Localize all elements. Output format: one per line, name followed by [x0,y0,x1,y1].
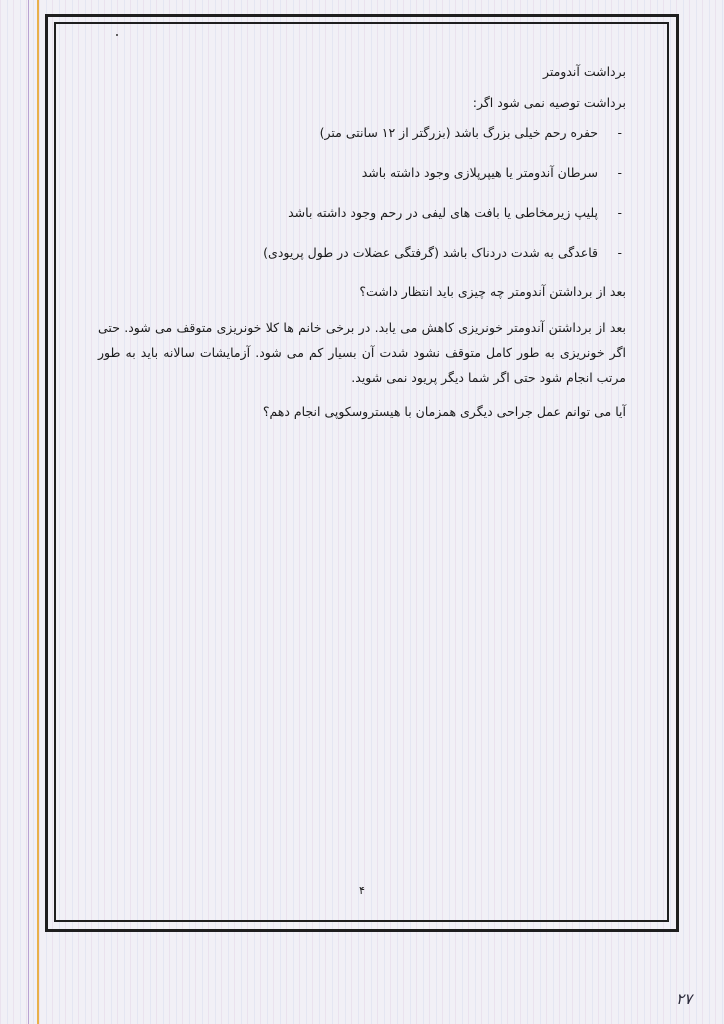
bullet-dash: - [617,165,622,180]
answer-paragraph: بعد از برداشتن آندومتر خونریزی کاهش می یابد. در برخی خانم ها کلا خونریزی متوقف می شود. حتی اگر خونریزی به طور کامل متوقف نشود شدت آن بسیار کم می شود. آزمایشات سالانه باید به طور مرتب انجام شود حتی اگر شما دیگر پریود نمی شوید. [98,320,626,385]
list-item [98,124,626,142]
list-item [98,204,626,222]
list-item-text: پلیپ زیرمخاطی یا بافت های لیفی در رحم وجود داشته باشد [288,205,598,220]
contraindication-list [98,124,626,262]
section-heading: برداشت آندومتر [542,64,626,79]
binding-line-purple [28,0,29,1024]
bullet-dash: - [617,205,622,220]
list-item [98,164,626,182]
handwritten-page-number: ۲۷ [676,990,693,1008]
binding-line-orange [37,0,39,1024]
list-item-text: سرطان آندومتر یا هیپرپلازی وجود داشته باشد [361,165,598,180]
list-item-text: حفره رحم خیلی بزرگ باشد (بزرگتر از ۱۲ سانتی متر) [319,125,598,140]
intro-text: برداشت توصیه نمی شود اگر: [472,95,626,110]
question-heading-2: آیا می توانم عمل جراحی دیگری همزمان با هیستروسکوپی انجام دهم؟ [262,404,626,419]
document-body [98,58,626,419]
list-item [98,244,626,262]
question-heading: بعد از برداشتن آندومتر چه چیزی باید انتظار داشت؟ [359,284,626,299]
bullet-dash: - [617,245,622,260]
bullet-dash: - [617,125,622,140]
page-number: ۴ [359,884,365,897]
scan-speck [116,34,118,36]
list-item-text: قاعدگی به شدت دردناک باشد (گرفتگی عضلات در طول پریودی) [263,245,598,260]
